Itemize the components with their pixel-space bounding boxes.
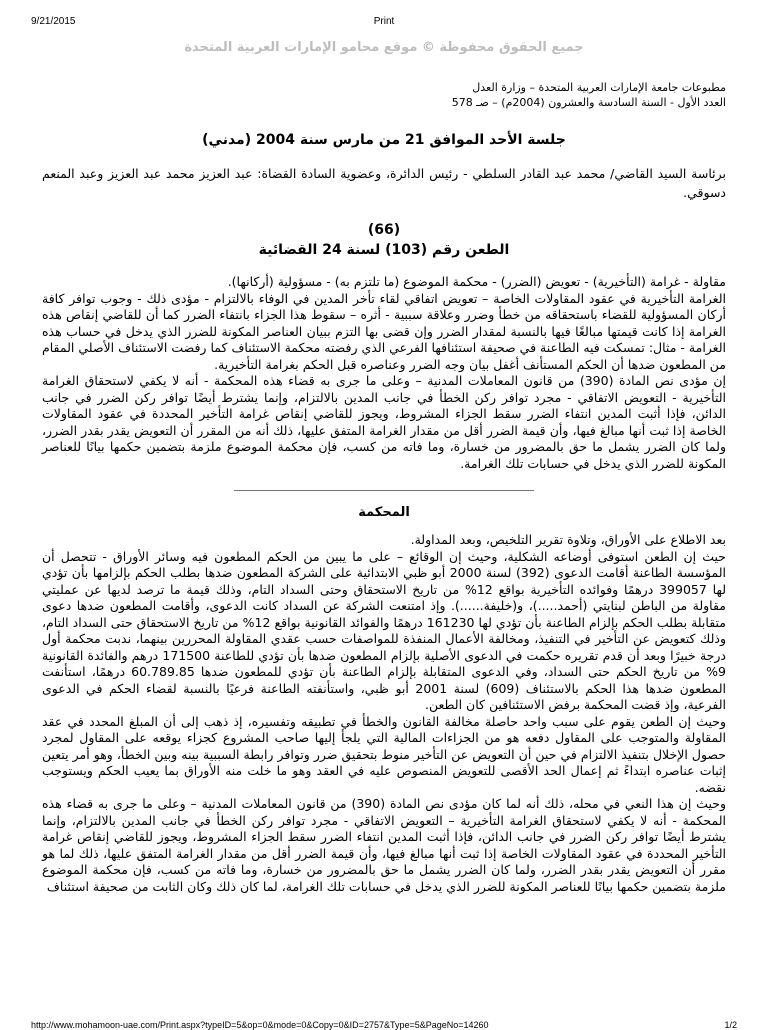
print-date: 9/21/2015: [31, 16, 76, 27]
print-title: Print: [373, 16, 395, 27]
summary-keywords: مقاولة - غرامة (التأخيرية) - تعويض (الضرر) - محكمة الموضوع (ما تلتزم به) - مسؤولية (أركانها).: [227, 274, 726, 289]
print-footer: [31, 1020, 737, 1030]
judgment-paragraph: بعد الاطلاع على الأوراق، وتلاوة تقرير التلخيص، وبعد المداولة.: [410, 532, 726, 547]
judgment-paragraph: وحيث إن هذا النعي في محله، ذلك أنه لما كان مؤدى نص المادة (390) من قانون المعاملات المدنية – وعلى ما جرى به قضاء هذه المحكمة - أنه لا يكفي لاستحقاق الغرامة التأخيرية – التعويض الاتفاقي - مجرد توافر ركن الخطأ في جانب المدين بالالتزام، وإنما يشترط أيضًا توافر ركن الضرر في جانب الدائن، فإذا أثبت المدين انتفاء الضرر سقط الجزاء المشروط، ويجوز للقاضي إنقاص غرامة التأخير المحددة في عقود المقاولات الخاصة إذا ثبت أنها مبالغ فيها، وأن قيمة الضرر أقل من مقدار الغرامة المتفق عليها، ذلك لما هو مقرر أن التعويض يقدر بقدر الضرر، ولما كان الضرر يشمل ما حق بالمضرور من خسارة، وما فاته من كسب، فإن محكمة الموضوع ملزمة بتضمين حكمها بيانًا للعناصر المكونة للضرر الذي يدخل في حسابات تلك الغرامة، لما كان ذلك وكان الثابت من صحيفة استئناف: [42, 796, 726, 894]
appeal-title: الطعن رقم (103) لسنة 24 القضائية: [258, 242, 510, 258]
document-body: [42, 80, 726, 895]
judgment-text: [42, 532, 726, 895]
presidency-paragraph: برئاسة السيد القاضي/ محمد عبد القادر السلطي - رئيس الدائرة، وعضوية السادة القضاة: عبد العزيز محمد عبد العزيز وعبد المنعم دسوقي.: [42, 166, 726, 200]
footer-url: http://www.mohamoon-uae.com/Print.aspx?typeID=5&op=0&mode=0&Copy=0&ID=2757&Type=5&PageNo=14260: [31, 1020, 489, 1030]
court-heading: المحكمة: [358, 505, 410, 520]
footer-page-number: 1/2: [724, 1020, 737, 1030]
summary-paragraph: الغرامة التأخيرية في عقود المقاولات الخاصة – تعويض اتفاقي لقاء تأخر المدين في الوفاء بالالتزام - مؤدى ذلك - وجوب توافر كافة أركان المسؤولية للقضاء باستحقاقه من خطأ وضرر وعلاقة سببية - أثره – سقوط هذا الجزاء بانتفاء الضرر كما أن للقاضي إنقاص هذه الغرامة إذا كانت قيمتها مبالغًا فيها بالنسبة لمقدار الضرر وإن قضى بها التزم ببيان العناصر المكونة للضرر الذي يدخل في حساب هذه الغرامة - مثال: تمسكت فيه الطاعنة في صحيفة استئنافها الفرعي الذي رفضته محكمة الاستئناف كما رفضت الاستئناف الأصلي المقام من المطعون ضدها أن الحكم المستأنف أغفل بيان وجه الضرر وعناصره قبل الحكم بغرامة التأخيرية.: [42, 290, 726, 372]
summary-paragraph: إن مؤدى نص المادة (390) من قانون المعاملات المدنية – وعلى ما جرى به قضاء هذه المحكمة - أنه لا يكفي لاستحقاق الغرامة التأخيرية - التعويض الاتفاقي - مجرد توافر ركن الخطأ في جانب المدين بالالتزام، وإنما يشترط أيضًا توافر ركن الضرر في جانب الدائن، فإذا أثبت المدين انتفاء الضرر سقط الجزاء المشروط، ويجوز للقاضي إنقاص غرامة التأخير المحددة في عقود المقاولات الخاصة إذا ثبت أنها مبالغ فيها، وأن قيمة الضرر أقل من مقدار الغرامة المتفق عليها، ذلك أنه من المقرر أن التعويض يقدر بقدر الضرر، ولما كان الضرر يشمل ما حق بالمضرور من خسارة، وما فاته من كسب، فإن محكمة الموضوع ملزمة بتضمين حكمها بيانًا للعناصر المكونة للضرر الذي يدخل في حسابات تلك الغرامة.: [42, 373, 727, 471]
publication-info: [426, 80, 726, 110]
judgment-paragraph: حيث إن الطعن استوفى أوضاعه الشكلية، وحيث إن الوقائع – على ما يبين من الحكم المطعون فيه وسائر الأوراق - تتحصل أن المؤسسة الطاعنة أقامت الدعوى (392) لسنة 2000 أبو ظبي الابتدائية على الشركة المطعون ضدها بطلب الحكم بإلزامها بأن تؤدي لها 399057 درهمًا وفوائده التأخيرية بواقع 12% من تاريخ الاستحقاق وحتى السداد التام، وذلك قيمة ما ترصد لديها عن عمليتي مقاولة من الباطن لبنايتي (أحمد.....)، و(خليفة......). وإذ امتنعت الشركة عن السداد كانت الدعوى، وأقامت المطعون ضدها دعوى متقابلة بطلب الحكم بإلزام الطاعنة بأن تؤدي لها 161230 درهمًا والفوائد القانونية بواقع 12% من تاريخ الاستحقاق حتى السداد التام، وذلك كتعويض عن التأخير في التنفيذ، ومخالفة الأعمال المنفذة للمواصفات حسب عقدي المقاولة المحررين بينهما، ندبت محكمة أول درجة خبيرًا وبعد أن قدم تقريره حكمت في الدعوى الأصلية بإلزام المطعون ضدها بأن تؤدي للطاعنة 171500 درهم والفائدة القانونية 9% من تاريخ الحكم حتى السداد، وفي الدعوى المتقابلة بإلزام الطاعنة بأن تؤدي للمطعون ضدها 60.789.85 درهمًا، استأنفت المطعون ضدها هذا الحكم بالاستئناف (609) لسنة 2001 أبو ظبي، واستأنفته الطاعنة فرعيًا بالنسبة لقضاء الحكم في الدعوى الفرعية، وإذ قضت المحكمة برفض الاستئنافين كان الطعن.: [42, 548, 727, 712]
section-divider: [234, 490, 534, 491]
case-number: (66): [367, 222, 401, 238]
session-title: جلسة الأحد الموافق 21 من مارس سنة 2004 (مدني): [202, 132, 566, 148]
appeal-heading: [42, 220, 726, 260]
copyright-watermark: جميع الحقوق محفوظة © موقع محامو الإمارات العربية المتحدة: [184, 40, 584, 55]
publication-line-2: العدد الأول - السنة السادسة والعشرون (2004م) – صـ 578: [451, 96, 726, 109]
publication-line-1: مطبوعات جامعة الإمارات العربية المتحدة – وزارة العدل: [472, 81, 726, 94]
case-summary: [42, 274, 726, 472]
judgment-paragraph: وحيث إن الطعن يقوم على سبب واحد حاصلة مخالفة القانون والخطأ في تطبيقه وتفسيره، إذ ذهب إلى أن المبلغ المحدد في عقد المقاولة والمتوجب على المقاول دفعه هو من الجزاءات المالية التي يلجأ إليها صاحب المشروع كجزاء يوقعه على المقاول لمجرد حصول الإخلال بتنفيذ الالتزام في حين أن التعويض عن التأخير منوط بتحقيق ضرر وتوافر رابطة السببية بينه وبين الخطأ، وهو أمر يتعين إثبات عناصره ابتداءً ثم إعمال الحد الأقصى للتعويض المنصوص عليه في العقد وهو ما خلت منه الأوراق بما يعيب الحكم ويستوجب نقضه.: [42, 713, 726, 795]
